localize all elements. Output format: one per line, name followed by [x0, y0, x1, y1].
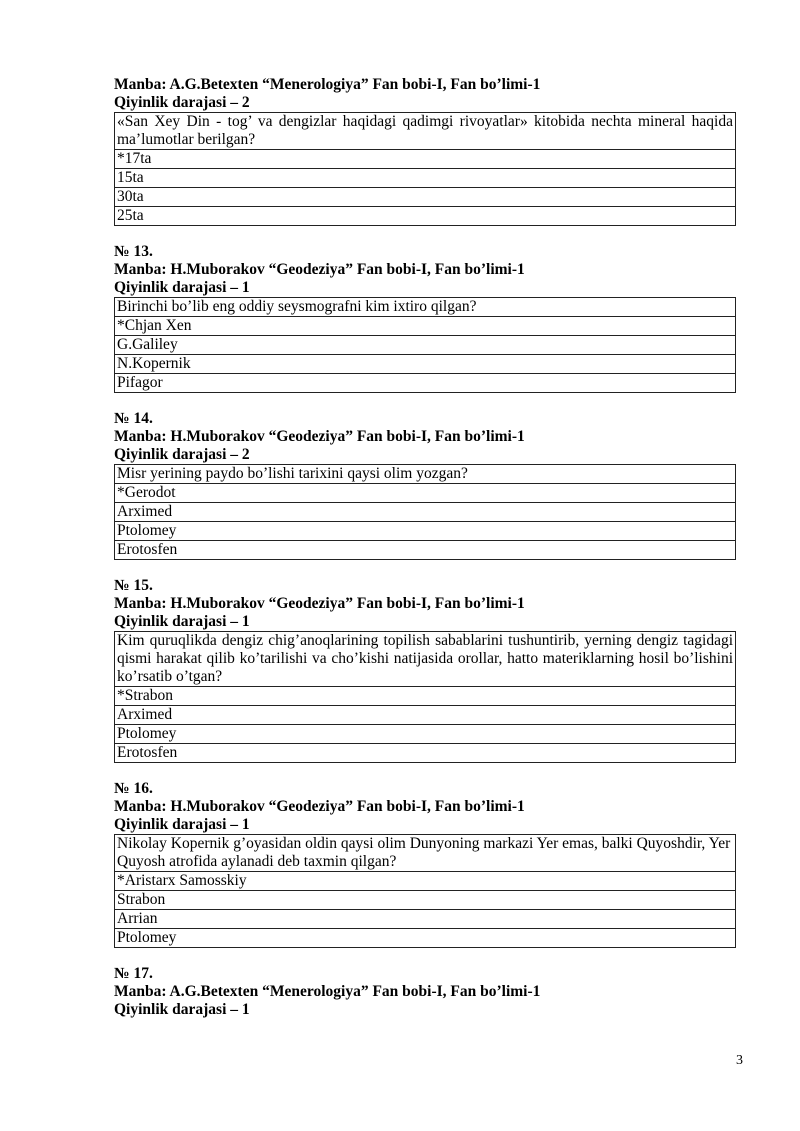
- difficulty-line: Qiyinlik darajasi – 1: [114, 1001, 250, 1018]
- question-text: Misr yerining paydo bo’lishi tarixini qaysi olim yozgan?: [115, 465, 736, 484]
- difficulty-line: Qiyinlik darajasi – 1: [114, 816, 250, 833]
- answer-option: Arximed: [115, 503, 736, 522]
- answer-option: 30ta: [115, 188, 736, 207]
- answer-option: N.Kopernik: [115, 355, 736, 374]
- document-page: [114, 76, 736, 1019]
- source-line: Manba: H.Muborakov “Geodeziya” Fan bobi-I, Fan bo’limi-1: [114, 261, 525, 278]
- answer-option: Pifagor: [115, 374, 736, 393]
- question-table: [114, 112, 736, 226]
- answer-option: Strabon: [115, 891, 736, 910]
- question-number: № 17.: [114, 965, 153, 982]
- question-block: [114, 577, 736, 763]
- answer-option: *Strabon: [115, 687, 736, 706]
- question-text: Kim quruqlikda dengiz chig’anoqlarining topilish sabablarini tushuntirib, yerning dengiz tagidagi qismi harakat qilib ko’tarilishi va cho’kishi natijasida orollar, hatto materiklarning hosil bo’lishini ko’rsatib o’tgan?: [115, 632, 736, 687]
- source-line: Manba: H.Muborakov “Geodeziya” Fan bobi-I, Fan bo’limi-1: [114, 428, 525, 445]
- answer-option: 15ta: [115, 169, 736, 188]
- question-text: Nikolay Kopernik g’oyasidan oldin qaysi olim Dunyoning markazi Yer emas, balki Quyoshdir, Yer Quyosh atrofida aylanadi deb taxmin qilgan?: [115, 835, 736, 872]
- difficulty-line: Qiyinlik darajasi – 1: [114, 279, 250, 296]
- question-block: [114, 243, 736, 393]
- question-text: Birinchi bo’lib eng oddiy seysmografni kim ixtiro qilgan?: [115, 298, 736, 317]
- question-table: [114, 297, 736, 393]
- answer-option: Erotosfen: [115, 744, 736, 763]
- question-number: № 14.: [114, 410, 153, 427]
- answer-option: *Aristarx Samosskiy: [115, 872, 736, 891]
- question-block: [114, 965, 736, 1019]
- answer-option: *Chjan Xen: [115, 317, 736, 336]
- question-block: [114, 76, 736, 226]
- question-block: [114, 410, 736, 560]
- answer-option: 25ta: [115, 207, 736, 226]
- source-line: Manba: A.G.Betexten “Menerologiya” Fan bobi-I, Fan bo’limi-1: [114, 983, 541, 1000]
- answer-option: Arximed: [115, 706, 736, 725]
- question-text: «San Xey Din - tog’ va dengizlar haqidagi qadimgi rivoyatlar» kitobida nechta mineral haqida ma’lumotlar berilgan?: [115, 113, 736, 150]
- difficulty-line: Qiyinlik darajasi – 1: [114, 613, 250, 630]
- answer-option: Erotosfen: [115, 541, 736, 560]
- page-number: 3: [736, 1053, 743, 1068]
- question-table: [114, 834, 736, 948]
- difficulty-line: Qiyinlik darajasi – 2: [114, 446, 250, 463]
- answer-option: *17ta: [115, 150, 736, 169]
- question-number: № 16.: [114, 780, 153, 797]
- answer-option: Ptolomey: [115, 522, 736, 541]
- difficulty-line: Qiyinlik darajasi – 2: [114, 94, 250, 111]
- answer-option: Ptolomey: [115, 929, 736, 948]
- question-table: [114, 631, 736, 763]
- answer-option: Arrian: [115, 910, 736, 929]
- question-number: № 15.: [114, 577, 153, 594]
- answer-option: G.Galiley: [115, 336, 736, 355]
- question-block: [114, 780, 736, 948]
- source-line: Manba: H.Muborakov “Geodeziya” Fan bobi-I, Fan bo’limi-1: [114, 798, 525, 815]
- source-line: Manba: H.Muborakov “Geodeziya” Fan bobi-I, Fan bo’limi-1: [114, 595, 525, 612]
- question-table: [114, 464, 736, 560]
- answer-option: *Gerodot: [115, 484, 736, 503]
- source-line: Manba: A.G.Betexten “Menerologiya” Fan bobi-I, Fan bo’limi-1: [114, 76, 541, 93]
- question-number: № 13.: [114, 243, 153, 260]
- answer-option: Ptolomey: [115, 725, 736, 744]
